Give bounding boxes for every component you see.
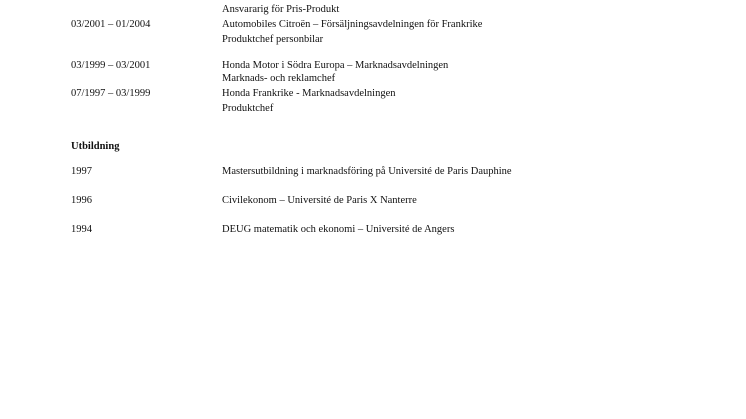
education-1-text: Mastersutbildning i marknadsföring på Université de Paris Dauphine	[222, 166, 512, 177]
entry-2-line-1: Marknads- och reklamchef	[222, 73, 336, 84]
education-heading: Utbildning	[71, 141, 120, 152]
education-3-year: 1994	[71, 224, 92, 235]
entry-0-line-0: Ansvararig för Pris-Produkt	[222, 4, 340, 15]
entry-3-line-1: Produktchef	[222, 103, 274, 114]
education-3-text: DEUG matematik och ekonomi – Université de Angers	[222, 224, 455, 235]
education-2-year: 1996	[71, 195, 92, 206]
entry-2-line-0: Honda Motor i Södra Europa – Marknadsavdelningen	[222, 60, 449, 71]
entry-3-line-0: Honda Frankrike - Marknadsavdelningen	[222, 88, 396, 99]
entry-1-date: 03/2001 – 01/2004	[71, 19, 151, 30]
education-2-text: Civilekonom – Université de Paris X Nanterre	[222, 195, 417, 206]
entry-1-line-0: Automobiles Citroën – Försäljningsavdelningen för Frankrike	[222, 19, 483, 30]
entry-2-date: 03/1999 – 03/2001	[71, 60, 151, 71]
entry-3-date: 07/1997 – 03/1999	[71, 88, 151, 99]
education-1-year: 1997	[71, 166, 92, 177]
entry-1-line-1: Produktchef personbilar	[222, 34, 324, 45]
